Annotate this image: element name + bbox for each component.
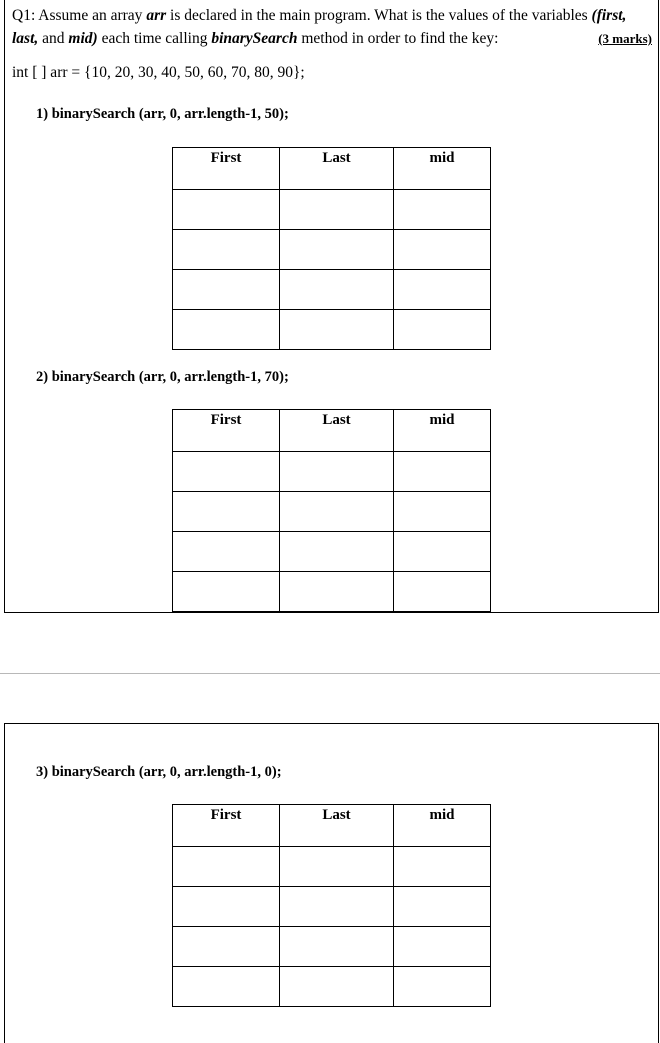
answer-cell[interactable] bbox=[280, 190, 394, 230]
call-3-label: 3) binarySearch (arr, 0, arr.length-1, 0); bbox=[36, 764, 282, 780]
answer-cell[interactable] bbox=[280, 847, 394, 887]
answer-cell[interactable] bbox=[394, 452, 491, 492]
header-first: First bbox=[173, 148, 280, 190]
trace-table-2 bbox=[172, 409, 491, 612]
table-row bbox=[173, 190, 491, 230]
answer-cell[interactable] bbox=[280, 310, 394, 350]
answer-cell[interactable] bbox=[394, 927, 491, 967]
answer-cell[interactable] bbox=[280, 927, 394, 967]
trace-table-3 bbox=[172, 804, 491, 1007]
header-first: First bbox=[173, 410, 280, 452]
answer-cell[interactable] bbox=[173, 887, 280, 927]
answer-cell[interactable] bbox=[394, 230, 491, 270]
call-1-label: 1) binarySearch (arr, 0, arr.length-1, 50); bbox=[36, 106, 289, 122]
answer-cell[interactable] bbox=[394, 967, 491, 1007]
page-separator bbox=[0, 673, 660, 674]
answer-cell[interactable] bbox=[280, 967, 394, 1007]
table-row bbox=[173, 967, 491, 1007]
answer-cell[interactable] bbox=[280, 230, 394, 270]
table-row bbox=[173, 270, 491, 310]
answer-cell[interactable] bbox=[394, 532, 491, 572]
answer-cell[interactable] bbox=[394, 270, 491, 310]
answer-cell[interactable] bbox=[280, 887, 394, 927]
table-row bbox=[173, 927, 491, 967]
answer-cell[interactable] bbox=[173, 230, 280, 270]
table-row bbox=[173, 310, 491, 350]
header-mid: mid bbox=[394, 148, 491, 190]
answer-cell[interactable] bbox=[394, 847, 491, 887]
table-row bbox=[173, 452, 491, 492]
answer-cell[interactable] bbox=[280, 452, 394, 492]
array-declaration: int [ ] arr = {10, 20, 30, 40, 50, 60, 70, 80, 90}; bbox=[12, 64, 305, 81]
header-first: First bbox=[173, 805, 280, 847]
answer-cell[interactable] bbox=[394, 492, 491, 532]
table-row bbox=[173, 492, 491, 532]
answer-cell[interactable] bbox=[173, 967, 280, 1007]
table-row bbox=[173, 887, 491, 927]
table-row bbox=[173, 572, 491, 612]
header-mid: mid bbox=[394, 410, 491, 452]
answer-cell[interactable] bbox=[173, 492, 280, 532]
table-row bbox=[173, 230, 491, 270]
header-last: Last bbox=[280, 410, 394, 452]
answer-cell[interactable] bbox=[394, 887, 491, 927]
header-mid: mid bbox=[394, 805, 491, 847]
answer-cell[interactable] bbox=[280, 492, 394, 532]
answer-cell[interactable] bbox=[173, 270, 280, 310]
answer-cell[interactable] bbox=[173, 190, 280, 230]
answer-cell[interactable] bbox=[394, 310, 491, 350]
question-text: Q1: Assume an array arr is declared in the main program. What is the values of the variables (first, last, and mid) each time calling binarySearch method in order to find the key: (3 marks) bbox=[12, 4, 652, 50]
answer-cell[interactable] bbox=[173, 452, 280, 492]
answer-cell[interactable] bbox=[173, 927, 280, 967]
answer-cell[interactable] bbox=[280, 270, 394, 310]
call-2-label: 2) binarySearch (arr, 0, arr.length-1, 70); bbox=[36, 369, 289, 385]
answer-cell[interactable] bbox=[394, 572, 491, 612]
answer-cell[interactable] bbox=[173, 847, 280, 887]
answer-cell[interactable] bbox=[173, 532, 280, 572]
answer-cell[interactable] bbox=[280, 572, 394, 612]
answer-cell[interactable] bbox=[280, 532, 394, 572]
answer-cell[interactable] bbox=[173, 572, 280, 612]
marks-label: (3 marks) bbox=[598, 31, 652, 46]
trace-table-1 bbox=[172, 147, 491, 350]
header-last: Last bbox=[280, 805, 394, 847]
header-last: Last bbox=[280, 148, 394, 190]
answer-cell[interactable] bbox=[394, 190, 491, 230]
table-row bbox=[173, 532, 491, 572]
answer-cell[interactable] bbox=[173, 310, 280, 350]
table-row bbox=[173, 847, 491, 887]
